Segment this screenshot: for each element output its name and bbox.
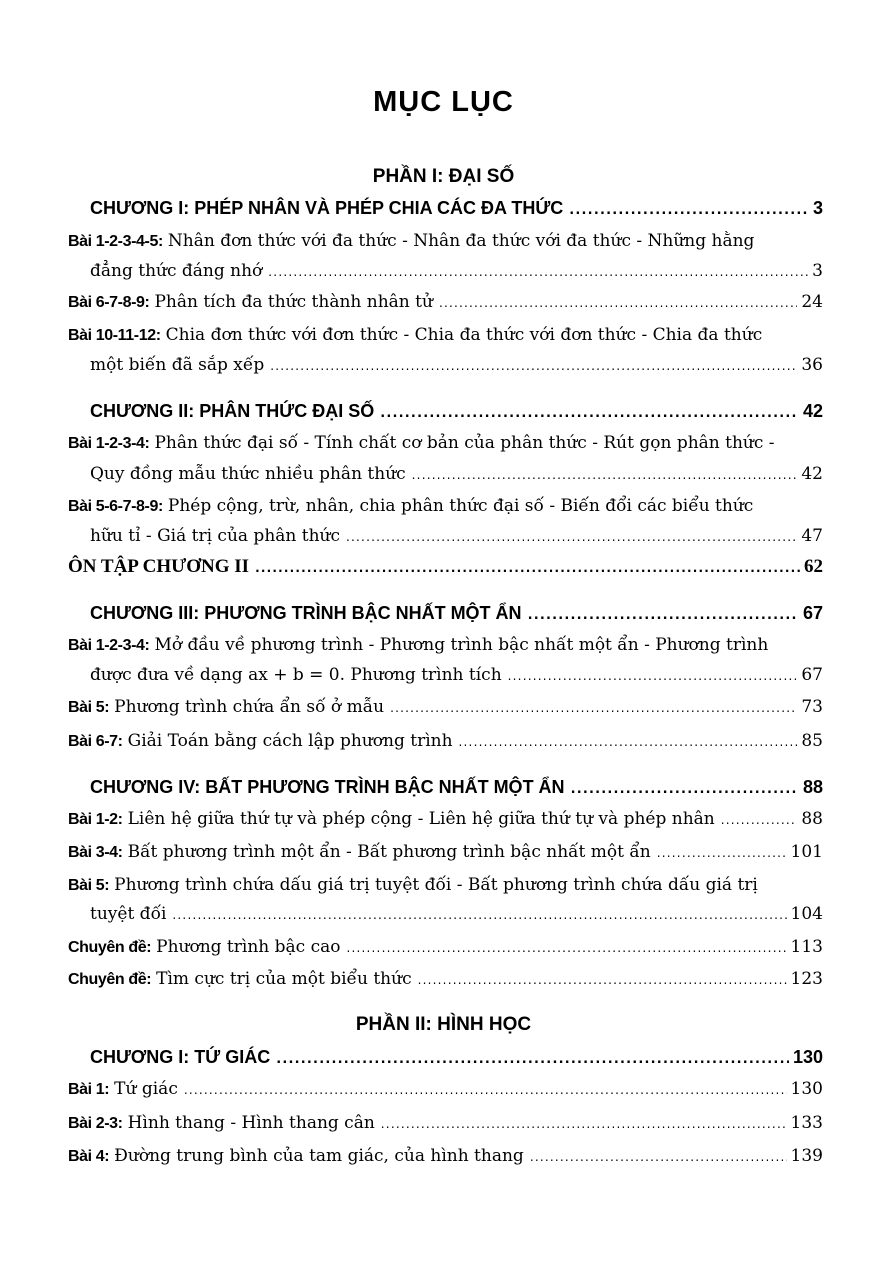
page-number: 130 bbox=[790, 1079, 823, 1099]
review-title: ÔN TẬP CHƯƠNG II bbox=[68, 556, 250, 577]
toc-lesson-continuation[interactable] bbox=[90, 259, 823, 284]
lesson-text: được đưa về dạng ax + b = 0. Phương trình tích bbox=[90, 665, 502, 685]
topic-text: Phương trình bậc cao bbox=[156, 937, 341, 957]
lesson-label: Bài 6-7: bbox=[68, 733, 123, 750]
lesson-text: Đường trung bình của tam giác, của hình thang bbox=[114, 1146, 524, 1166]
lesson-label: Bài 5: bbox=[68, 699, 110, 716]
page-number: 24 bbox=[801, 292, 823, 312]
lesson-text: Phân thức đại số - Tính chất cơ bản của phân thức - Rút gọn phân thức - bbox=[154, 433, 775, 453]
dot-leader bbox=[270, 354, 797, 378]
page-number: 88 bbox=[801, 809, 823, 829]
dot-leader bbox=[571, 778, 799, 802]
page-number: 3 bbox=[812, 261, 823, 281]
lesson-text: Liên hệ giữa thứ tự và phép cộng - Liên hệ giữa thứ tự và phép nhân bbox=[127, 809, 715, 829]
topic-text: Tìm cực trị của một biểu thức bbox=[156, 969, 412, 989]
lesson-text: Phương trình chứa dấu giá trị tuyệt đối - Bất phương trình chứa dấu giá trị bbox=[114, 875, 758, 895]
toc-lesson[interactable] bbox=[68, 290, 823, 315]
page-number: 130 bbox=[792, 1047, 823, 1067]
lesson-label: Bài 4: bbox=[68, 1148, 110, 1165]
dot-leader bbox=[184, 1078, 787, 1102]
toc-lesson[interactable] bbox=[68, 323, 762, 348]
page-number: 133 bbox=[790, 1113, 823, 1133]
lesson-text: Giải Toán bằng cách lập phương trình bbox=[127, 731, 453, 751]
lesson-text: Chia đơn thức với đơn thức - Chia đa thức với đơn thức - Chia đa thức bbox=[165, 325, 763, 345]
page-number: 104 bbox=[790, 904, 823, 924]
lesson-text: Phương trình chứa ẩn số ở mẫu bbox=[114, 697, 385, 717]
lesson-text: đẳng thức đáng nhớ bbox=[90, 261, 263, 281]
dot-leader bbox=[439, 291, 797, 315]
dot-leader bbox=[380, 402, 799, 426]
page-number: 113 bbox=[790, 937, 823, 957]
lesson-label: Bài 6-7-8-9: bbox=[68, 294, 150, 311]
toc-lesson-continuation[interactable] bbox=[90, 663, 823, 688]
dot-leader bbox=[390, 696, 797, 720]
dot-leader bbox=[418, 968, 787, 992]
toc-lesson[interactable] bbox=[68, 1077, 823, 1102]
toc-lesson[interactable] bbox=[68, 229, 754, 254]
page-number: 42 bbox=[802, 401, 823, 421]
toc-chapter-3[interactable] bbox=[90, 601, 823, 628]
lesson-text: Tứ giác bbox=[114, 1079, 178, 1099]
toc-lesson[interactable] bbox=[68, 873, 758, 898]
toc-lesson[interactable] bbox=[68, 431, 775, 456]
page-number: 139 bbox=[790, 1146, 823, 1166]
toc-lesson[interactable] bbox=[68, 633, 768, 658]
toc-topic[interactable] bbox=[68, 967, 823, 992]
lesson-text: Phân tích đa thức thành nhân tử bbox=[154, 292, 433, 312]
lesson-label: Bài 10-11-12: bbox=[68, 327, 161, 344]
lesson-label: Bài 5: bbox=[68, 877, 110, 894]
dot-leader bbox=[346, 936, 786, 960]
dot-leader bbox=[508, 664, 798, 688]
lesson-label: Bài 3-4: bbox=[68, 844, 123, 861]
toc-lesson[interactable] bbox=[68, 1111, 823, 1136]
toc-lesson[interactable] bbox=[68, 1144, 823, 1169]
toc-lesson[interactable] bbox=[68, 840, 823, 865]
chapter-title: CHƯƠNG I: PHÉP NHÂN VÀ PHÉP CHIA CÁC ĐA THỨC bbox=[90, 198, 564, 218]
dot-leader bbox=[268, 260, 808, 284]
toc-lesson-continuation[interactable] bbox=[90, 524, 823, 549]
chapter-title: CHƯƠNG I: TỨ GIÁC bbox=[90, 1047, 271, 1067]
topic-label: Chuyên đề: bbox=[68, 971, 152, 988]
toc-lesson[interactable] bbox=[68, 729, 823, 754]
toc-chapter-2[interactable] bbox=[90, 399, 823, 426]
page-number: 88 bbox=[802, 777, 823, 797]
dot-leader bbox=[459, 730, 798, 754]
toc-lesson-continuation[interactable] bbox=[90, 462, 823, 487]
page-number: 85 bbox=[801, 731, 823, 751]
page-number: 62 bbox=[804, 556, 823, 577]
chapter-title: CHƯƠNG II: PHÂN THỨC ĐẠI SỐ bbox=[90, 401, 375, 421]
lesson-text: Mở đầu về phương trình - Phương trình bậc nhất một ẩn - Phương trình bbox=[154, 635, 769, 655]
dot-leader bbox=[569, 199, 809, 223]
dot-leader bbox=[530, 1145, 787, 1169]
lesson-text: Nhân đơn thức với đa thức - Nhân đa thức với đa thức - Những hằng bbox=[167, 231, 755, 251]
dot-leader bbox=[346, 525, 797, 549]
toc-topic[interactable] bbox=[68, 935, 823, 960]
lesson-text: Hình thang - Hình thang cân bbox=[127, 1113, 375, 1133]
toc-lesson[interactable] bbox=[68, 695, 823, 720]
part-heading-2: PHẦN II: HÌNH HỌC bbox=[355, 1014, 532, 1035]
toc-chapter-4[interactable] bbox=[90, 775, 823, 802]
toc-chapter-review[interactable] bbox=[68, 555, 823, 580]
toc-lesson-continuation[interactable] bbox=[90, 902, 823, 927]
lesson-label: Bài 5-6-7-8-9: bbox=[68, 498, 163, 515]
page-number: 36 bbox=[801, 355, 823, 375]
page-number: 42 bbox=[801, 464, 823, 484]
chapter-title: CHƯƠNG III: PHƯƠNG TRÌNH BẬC NHẤT MỘT ẨN bbox=[90, 603, 522, 623]
toc-lesson-continuation[interactable] bbox=[90, 353, 823, 378]
page-number: 3 bbox=[812, 198, 823, 218]
dot-leader bbox=[381, 1112, 787, 1136]
page-number: 47 bbox=[801, 526, 823, 546]
lesson-text: Phép cộng, trừ, nhân, chia phân thức đại số - Biến đổi các biểu thức bbox=[167, 496, 754, 516]
lesson-label: Bài 1-2-3-4: bbox=[68, 637, 150, 654]
lesson-text: tuyệt đối bbox=[90, 904, 167, 924]
dot-leader bbox=[657, 841, 787, 865]
lesson-text: Quy đồng mẫu thức nhiều phân thức bbox=[90, 464, 406, 484]
dot-leader bbox=[276, 1048, 789, 1072]
dot-leader bbox=[721, 808, 798, 832]
lesson-text: một biến đã sắp xếp bbox=[90, 355, 265, 375]
page-number: 123 bbox=[790, 969, 823, 989]
page-number: 67 bbox=[802, 603, 823, 623]
lesson-text: hữu tỉ - Giá trị của phân thức bbox=[90, 526, 341, 546]
toc-lesson[interactable] bbox=[68, 807, 823, 832]
lesson-label: Bài 1-2-3-4: bbox=[68, 435, 150, 452]
dot-leader bbox=[528, 604, 799, 628]
toc-chapter-geometry-1[interactable] bbox=[90, 1045, 823, 1072]
page-title: MỤC LỤC bbox=[373, 86, 514, 118]
page-number: 67 bbox=[801, 665, 823, 685]
page-number: 101 bbox=[790, 842, 823, 862]
lesson-text: Bất phương trình một ẩn - Bất phương trình bậc nhất một ẩn bbox=[127, 842, 651, 862]
lesson-label: Bài 1-2: bbox=[68, 811, 123, 828]
toc-chapter-1[interactable] bbox=[90, 196, 823, 223]
dot-leader bbox=[412, 463, 798, 487]
dot-leader bbox=[255, 556, 800, 580]
lesson-label: Bài 1-2-3-4-5: bbox=[68, 233, 163, 250]
lesson-label: Bài 2-3: bbox=[68, 1115, 123, 1132]
toc-lesson[interactable] bbox=[68, 494, 753, 519]
topic-label: Chuyên đề: bbox=[68, 939, 152, 956]
lesson-label: Bài 1: bbox=[68, 1081, 110, 1098]
dot-leader bbox=[172, 903, 786, 927]
chapter-title: CHƯƠNG IV: BẤT PHƯƠNG TRÌNH BẬC NHẤT MỘT ẨN bbox=[90, 777, 565, 797]
page-number: 73 bbox=[801, 697, 823, 717]
part-heading-1: PHẦN I: ĐẠI SỐ bbox=[372, 166, 515, 187]
